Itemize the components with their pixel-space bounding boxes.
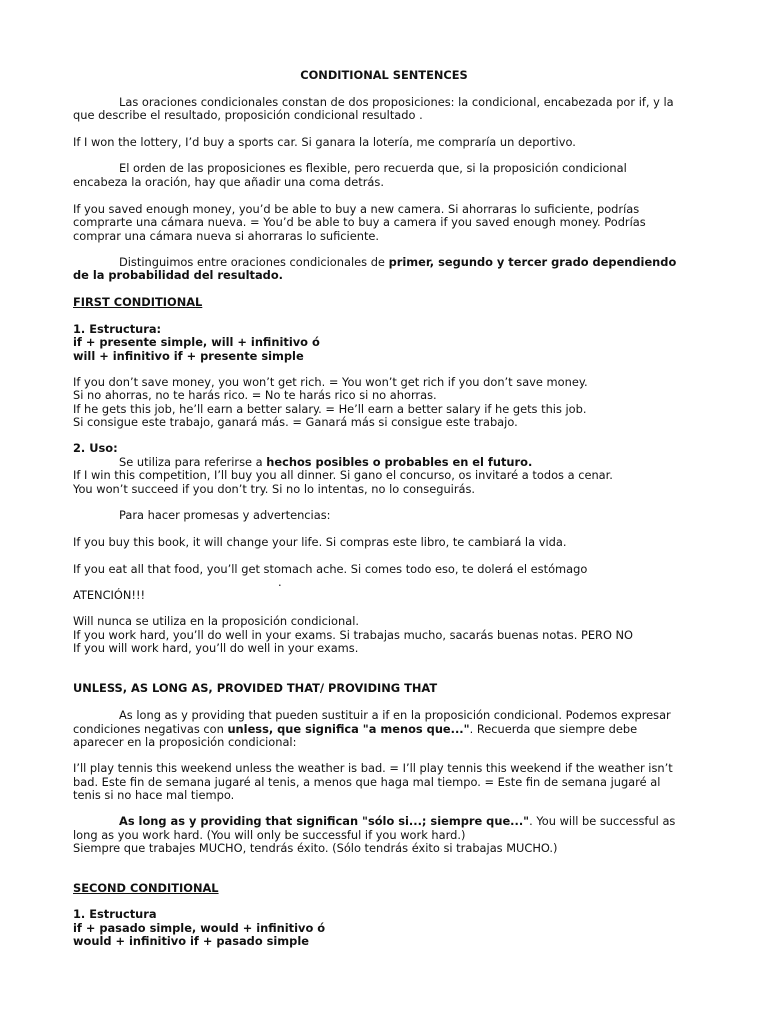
example-sentence: If you buy this book, it will change your life. Si compras este libro, te cambiará la vida. [73, 535, 567, 549]
example-sentence: If you will work hard, you’ll do well in your exams. [73, 641, 359, 655]
example-sentence: comprar una cámara nueva si ahorraras lo suficiente. [73, 229, 380, 243]
section-heading-second-conditional: SECOND CONDITIONAL [73, 881, 219, 895]
paragraph-line: encabeza la oración, hay que añadir una coma detrás. [73, 175, 384, 189]
emphasis-text: primer, segundo y tercer grado dependiendo [388, 255, 677, 269]
structure-formula: would + infinitivo if + pasado simple [73, 934, 309, 948]
paragraph-text: . Recuerda que siempre debe [469, 722, 638, 736]
intro-paragraph-line: Las oraciones condicionales constan de dos proposiciones: la condicional, encabezada por if, y la [119, 95, 674, 109]
section-heading-unless: UNLESS, AS LONG AS, PROVIDED THAT/ PROVIDING THAT [73, 681, 438, 695]
paragraph-line [119, 455, 532, 469]
section-heading-first-conditional: FIRST CONDITIONAL [73, 295, 203, 309]
intro-paragraph-line: que describe el resultado, proposición condicional resultado . [73, 108, 423, 122]
example-sentence: If you saved enough money, you’d be able to buy a new camera. Si ahorraras lo suficiente, podrías [73, 202, 640, 216]
example-sentence: If I won the lottery, I’d buy a sports car. Si ganara la lotería, me compraría un deportivo. [73, 135, 576, 149]
paragraph-line: As long as y providing that pueden sustituir a if en la proposición condicional. Podemos expresar [119, 708, 671, 722]
example-sentence: If you don’t save money, you won’t get rich. = You won’t get rich if you don’t save money. [73, 375, 588, 389]
example-sentence: If he gets this job, he’ll earn a better salary. = He’ll earn a better salary if he gets this job. [73, 402, 587, 416]
page-title: CONDITIONAL SENTENCES [300, 68, 468, 82]
paragraph-line [119, 814, 675, 828]
subheading-estructura: 1. Estructura [73, 907, 157, 921]
paragraph-line [73, 722, 637, 736]
example-sentence: comprarte una cámara nueva. = You’d be able to buy a camera if you saved enough money. Podrías [73, 215, 646, 229]
structure-formula: will + infinitivo if + presente simple [73, 349, 304, 363]
example-sentence: If you work hard, you’ll do well in your exams. Si trabajas mucho, sacarás buenas notas. PERO NO [73, 628, 634, 642]
paragraph-line: El orden de las proposiciones es flexible, pero recuerda que, si la proposición condicional [119, 161, 627, 175]
subheading-uso: 2. Uso: [73, 441, 118, 455]
structure-formula: if + pasado simple, would + infinitivo ó [73, 921, 326, 935]
emphasis-text: unless, que significa "a menos que..." [227, 722, 470, 736]
paragraph-text: Se utiliza para referirse a [119, 455, 267, 469]
paragraph-line: aparecer en la proposición condicional: [73, 735, 297, 749]
example-sentence: Si consigue este trabajo, ganará más. = Ganará más si consigue este trabajo. [73, 415, 518, 429]
paragraph-text: Distinguimos entre oraciones condicionales de [119, 255, 389, 269]
example-sentence: bad. Este fin de semana jugaré al tenis, a menos que haga mal tiempo. = Este fin de semana jugaré al [73, 775, 661, 789]
paragraph-line: Para hacer promesas y advertencias: [119, 508, 331, 522]
example-sentence: You won’t succeed if you don’t try. Si no lo intentas, no lo conseguirás. [73, 482, 476, 496]
warning-label: ATENCIÓN!!! [73, 588, 146, 602]
paragraph-text: . You will be successful as [529, 814, 676, 828]
paragraph-line: long as you work hard. (You will only be successful if you work hard.) [73, 828, 466, 842]
example-sentence: Si no ahorras, no te harás rico. = No te harás rico si no ahorras. [73, 388, 437, 402]
paragraph-line: Siempre que trabajes MUCHO, tendrás éxito. (Sólo tendrás éxito si trabajas MUCHO.) [73, 841, 558, 855]
paragraph-line [119, 255, 676, 269]
stray-dot: . [278, 575, 282, 589]
structure-formula: if + presente simple, will + infinitivo ó [73, 335, 320, 349]
paragraph-line: Will nunca se utiliza en la proposición condicional. [73, 614, 359, 628]
emphasis-text: hechos posibles o probables en el futuro. [266, 455, 533, 469]
subheading-estructura: 1. Estructura: [73, 322, 162, 336]
example-sentence: If I win this competition, I’ll buy you all dinner. Si gano el concurso, os invitaré a todos a cenar. [73, 468, 613, 482]
paragraph-text: condiciones negativas con [73, 722, 228, 736]
example-sentence: If you eat all that food, you’ll get stomach ache. Si comes todo eso, te dolerá el estómago [73, 562, 588, 576]
emphasis-text: As long as y providing that significan "sólo si...; siempre que..." [119, 814, 530, 828]
emphasis-text: de la probabilidad del resultado. [73, 268, 283, 282]
example-sentence: I’ll play tennis this weekend unless the weather is bad. = I’ll play tennis this weekend if the weather isn’t [73, 761, 673, 775]
example-sentence: tenis si no hace mal tiempo. [73, 788, 235, 802]
